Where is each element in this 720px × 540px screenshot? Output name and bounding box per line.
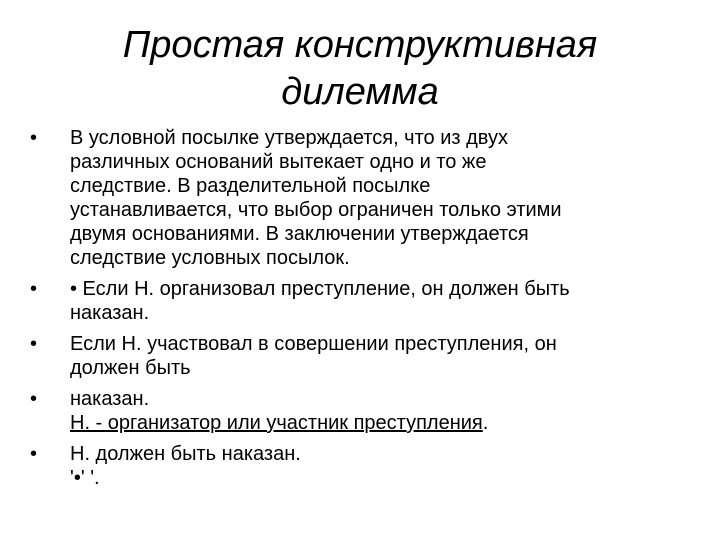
bullet-3-line-2: должен быть	[70, 357, 191, 379]
bullet-item-5	[30, 442, 690, 490]
bullet-1-line-6: следствие условных посылок.	[70, 247, 350, 269]
bullet-3-line-1: Если Н. участвовал в совершении преступления, он	[70, 333, 557, 355]
bullet-4-line-1: наказан.	[70, 388, 150, 410]
bullet-item-4	[30, 387, 690, 435]
underlined-premise: Н. - организатор или участник преступления	[70, 412, 483, 434]
bullet-4-line-2	[70, 411, 690, 435]
bullet-item-2	[30, 277, 690, 325]
bullet-5-line-1: Н. должен быть наказан.	[70, 443, 301, 465]
bullet-1-line-3: следствие. В разделительной посылке	[70, 175, 431, 197]
stray-symbols: '•' '.	[70, 467, 100, 489]
bullet-1-line-1: В условной посылке утверждается, что из двух	[70, 127, 508, 149]
underline-period: .	[482, 412, 489, 434]
bullet-1-line-2: различных оснований вытекает одно и то же	[70, 151, 487, 173]
slide-title	[0, 22, 720, 116]
bullet-marker: •	[30, 333, 38, 355]
bullet-item-3	[30, 332, 690, 380]
bullet-item-1	[30, 126, 690, 270]
bullet-marker: •	[30, 278, 38, 300]
bullet-list	[30, 126, 690, 497]
bullet-marker: •	[30, 127, 38, 149]
bullet-1-line-5: двумя основаниями. В заключении утверждается	[70, 223, 529, 245]
slide-title-line-2: дилемма	[281, 71, 439, 113]
bullet-marker: •	[30, 443, 38, 465]
slide-title-line-1: Простая конструктивная	[122, 24, 598, 66]
bullet-1-line-4: устанавливается, что выбор ограничен только этими	[70, 199, 562, 221]
bullet-marker: •	[30, 388, 38, 410]
bullet-2-line-1: • Если Н. организовал преступление, он должен быть	[70, 278, 570, 300]
bullet-2-line-2: наказан.	[70, 302, 150, 324]
